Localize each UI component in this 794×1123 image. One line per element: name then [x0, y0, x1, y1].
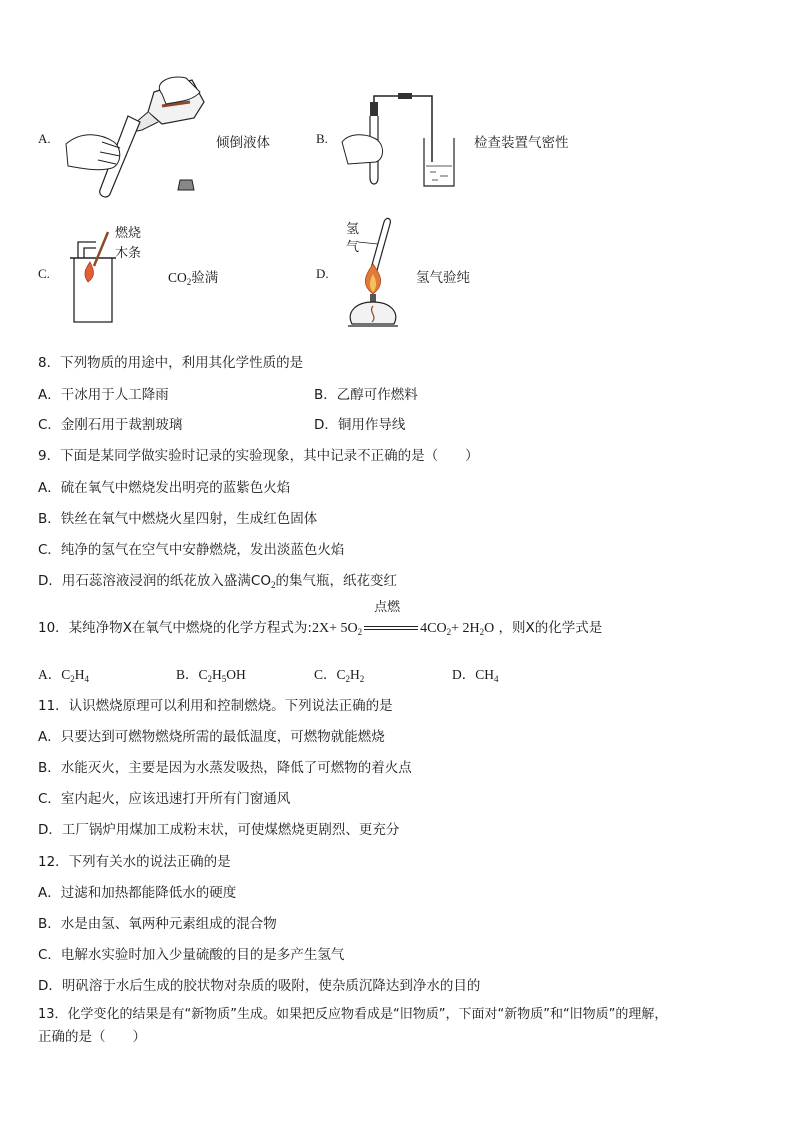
- q9-option-a: A．硫在氧气中燃烧发出明亮的蓝紫色火焰: [38, 480, 291, 496]
- q7-option-b-letter: B.: [316, 131, 328, 146]
- q7-option-d-label-top: 氢: [346, 222, 360, 237]
- q7-option-d-letter: D.: [316, 266, 329, 281]
- q7-option-d-label-bottom: 气: [346, 240, 360, 255]
- q11-stem: 11．认识燃烧原理可以利用和控制燃烧。下列说法正确的是: [38, 698, 393, 714]
- q8-stem: 8．下列物质的用途中，利用其化学性质的是: [38, 355, 304, 371]
- q7-option-c-caption: $CO_2$验满: [168, 270, 219, 287]
- q11-option-a: A．只要达到可燃物燃烧所需的最低温度，可燃物就能燃烧: [38, 729, 385, 745]
- q10-stem: 10．某纯净物X在氧气中燃烧的化学方程式为:2X+ $5O_2$ 点燃 $4CO_2+ 2H_2O$ ，则X的化学式是: [38, 600, 603, 637]
- q7-option-c-label-bottom: 木条: [115, 246, 142, 261]
- q8-option-a: A．干冰用于人工降雨: [38, 387, 169, 403]
- q12-stem: 12．下列有关水的说法正确的是: [38, 854, 231, 870]
- q7-option-a-letter: A.: [38, 131, 51, 146]
- q8-option-c: C．金刚石用于裁割玻璃: [38, 417, 183, 433]
- q7-option-c-label-top: 燃烧: [115, 226, 142, 241]
- q12-option-c: C．电解水实验时加入少量硫酸的目的是多产生氢气: [38, 947, 345, 963]
- hydrogen-purity-test-icon: [340, 214, 410, 330]
- q12-option-b: B．水是由氢、氧两种元素组成的混合物: [38, 916, 277, 932]
- q12-option-d: D．明矾溶于水后生成的胶状物对杂质的吸附，使杂质沉降达到净水的目的: [38, 978, 481, 994]
- q10-option-a: A．$C_2H_4$: [38, 667, 90, 684]
- q9-option-d: D．用石蕊溶液浸润的纸花放入盛满$CO_2$的集气瓶，纸花变红: [38, 573, 397, 590]
- pouring-liquid-icon: [62, 72, 212, 200]
- q10-option-d: D．$CH_4$: [452, 667, 499, 684]
- q10-reaction-arrow: [362, 600, 420, 635]
- q9-stem: 9．下面是某同学做实验时记录的实验现象，其中记录不正确的是（ ）: [38, 448, 479, 464]
- q10-equation-left: 2X+ 5O: [311, 621, 358, 636]
- q7-option-a-caption: 倾倒液体: [216, 135, 270, 151]
- q13-stem-line1: 13．化学变化的结果是有“新物质”生成。如果把反应物看成是“旧物质”，下面对“新物质”和“旧物质”的理解，: [38, 1007, 668, 1022]
- q12-option-a: A．过滤和加热都能降低水的硬度: [38, 885, 237, 901]
- q10-option-b: B．$C_2H_5OH$: [176, 667, 246, 684]
- q13-stem-line2: 正确的是（ ）: [38, 1029, 146, 1045]
- q11-option-b: B．水能灭火，主要是因为水蒸发吸热，降低了可燃物的着火点: [38, 760, 412, 776]
- q9-option-b: B．铁丝在氧气中燃烧火星四射，生成红色固体: [38, 511, 318, 527]
- q9-option-c: C．纯净的氢气在空气中安静燃烧，发出淡蓝色火焰: [38, 542, 345, 558]
- q7-option-d-caption: 氢气验纯: [416, 270, 470, 286]
- q7-option-b-caption: 检查装置气密性: [474, 135, 569, 151]
- q10-option-c: C．$C_2H_2$: [314, 667, 365, 684]
- q7-option-c-letter: C.: [38, 266, 50, 281]
- q10-condition: 点燃: [374, 600, 401, 615]
- co2-full-test-icon: [68, 228, 118, 326]
- q11-option-d: D．工厂锅炉用煤加工成粉末状，可使煤燃烧更剧烈、更充分: [38, 822, 400, 838]
- q11-option-c: C．室内起火，应该迅速打开所有门窗通风: [38, 791, 291, 807]
- airtightness-check-icon: [340, 92, 470, 192]
- q8-option-d: D．铜用作导线: [314, 417, 406, 433]
- q8-option-b: B．乙醇可作燃料: [314, 387, 418, 403]
